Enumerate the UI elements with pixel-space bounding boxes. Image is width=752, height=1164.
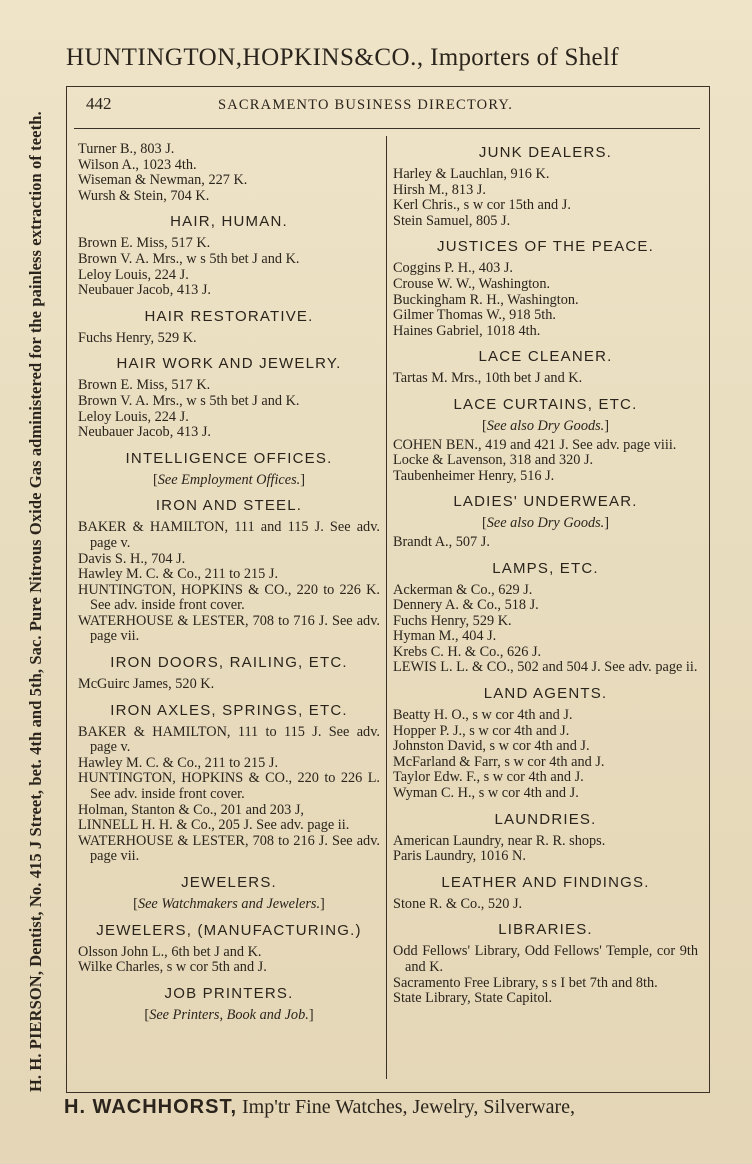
section-heading: JUSTICES OF THE PEACE. <box>437 238 654 256</box>
left-column <box>78 142 380 1026</box>
page-title: SACRAMENTO BUSINESS DIRECTORY. <box>218 97 514 113</box>
see-also-reference: [See Employment Offices.] <box>152 471 306 488</box>
see-also-reference: [See Printers, Book and Job.] <box>144 1006 314 1023</box>
section-heading: JEWELERS. <box>181 874 277 891</box>
directory-entry: McFarland & Farr, s w cor 4th and J. <box>393 753 605 770</box>
directory-entry: Stone R. & Co., 520 J. <box>393 895 523 912</box>
page-number: 442 <box>86 94 112 113</box>
directory-entry: Fuchs Henry, 529 K. <box>393 612 512 629</box>
directory-entry: Paris Laundry, 1016 N. <box>393 848 526 865</box>
directory-entry: HUNTINGTON, HOPKINS & CO., 220 to 226 K. See adv. inside front cover. <box>78 581 380 614</box>
directory-entry: Wilson A., 1023 4th. <box>78 156 197 173</box>
directory-entry: Crouse W. W., Washington. <box>393 275 551 292</box>
directory-entry: Krebs C. H. & Co., 626 J. <box>393 643 542 660</box>
top-banner-tagline: Importers of Shelf <box>430 44 619 71</box>
see-also-text: See also Dry Goods. <box>486 417 605 434</box>
directory-entry: Harley & Lauchlan, 916 K. <box>393 166 550 182</box>
directory-entry: Buckingham R. H., Washington. <box>393 291 579 308</box>
directory-entry: Taylor Edw. F., s w cor 4th and J. <box>393 769 584 786</box>
directory-entry: Johnston David, s w cor 4th and J. <box>393 738 590 755</box>
top-advertisement-banner <box>66 44 746 72</box>
directory-entry: Stein Samuel, 805 J. <box>393 212 511 229</box>
section-heading: JEWELERS, (MANUFACTURING.) <box>96 921 362 939</box>
directory-entry: Hopper P. J., s w cor 4th and J. <box>393 722 570 739</box>
directory-entry: Brown V. A. Mrs., w s 5th bet J and K. <box>78 250 300 267</box>
directory-entry: Hawley M. C. & Co., 211 to 215 J. <box>78 566 279 583</box>
directory-entry: Sacramento Free Library, s s I bet 7th and 8th. <box>393 974 658 991</box>
directory-entry: Hyman M., 404 J. <box>393 628 497 645</box>
section-heading: LEATHER AND FINDINGS. <box>441 873 650 891</box>
directory-entry: Odd Fellows' Library, Odd Fellows' Temple, cor 9th and K. <box>393 943 698 975</box>
directory-entry: Coggins P. H., 403 J. <box>393 260 513 277</box>
directory-entry: Ackerman & Co., 629 J. <box>393 581 533 598</box>
see-also-reference: [See Watchmakers and Jewelers.] <box>133 896 325 912</box>
directory-entry: WATERHOUSE & LESTER, 708 to 216 J. See adv. page vii. <box>78 832 380 865</box>
bottom-banner-name: H. WACHHORST, <box>64 1096 237 1118</box>
see-also-text: See Employment Offices. <box>157 471 301 488</box>
header-rule <box>74 128 700 129</box>
see-also-reference: [See also Dry Goods.] <box>481 417 610 434</box>
section-heading: HAIR WORK AND JEWELRY. <box>116 355 342 373</box>
directory-entry: Turner B., 803 J. <box>78 141 175 157</box>
directory-entry: Wilke Charles, s w cor 5th and J. <box>78 959 267 976</box>
section-heading: LACE CLEANER. <box>478 348 613 366</box>
bottom-banner-tagline: Imp'tr Fine Watches, Jewelry, Silverware, <box>242 1096 576 1118</box>
directory-entry: Taubenheimer Henry, 516 J. <box>393 467 555 484</box>
directory-entry: American Laundry, near R. R. shops. <box>393 832 606 849</box>
bottom-advertisement-banner <box>64 1096 748 1119</box>
section-heading: LAMPS, ETC. <box>492 559 599 577</box>
directory-entry: Locke & Lavenson, 318 and 320 J. <box>393 452 594 469</box>
directory-entry: Tartas M. Mrs., 10th bet J and K. <box>393 370 583 387</box>
directory-entry: Haines Gabriel, 1018 4th. <box>393 322 541 339</box>
directory-entry: Wursh & Stein, 704 K. <box>78 187 210 204</box>
section-heading: HAIR RESTORATIVE. <box>144 307 314 325</box>
section-heading: IRON AXLES, SPRINGS, ETC. <box>110 701 348 719</box>
directory-entry: HUNTINGTON, HOPKINS & CO., 220 to 226 L. See adv. inside front cover. <box>78 770 380 803</box>
see-also-text: See Printers, Book and Job. <box>149 1006 309 1023</box>
directory-entry: Gilmer Thomas W., 918 5th. <box>393 307 556 324</box>
directory-entry: Hirsh M., 813 J. <box>393 181 486 198</box>
directory-entry: Leloy Louis, 224 J. <box>78 266 189 283</box>
directory-entry: BAKER & HAMILTON, 111 to 115 J. See adv. page v. <box>78 723 380 756</box>
directory-entry: State Library, State Capitol. <box>393 990 553 1007</box>
section-heading: LIBRARIES. <box>498 921 593 939</box>
section-heading: INTELLIGENCE OFFICES. <box>125 449 333 467</box>
section-heading: IRON AND STEEL. <box>155 497 303 515</box>
see-also-text: See Watchmakers and Jewelers. <box>137 896 321 912</box>
directory-entry: LINNELL H. H. & Co., 205 J. See adv. page ii. <box>78 817 350 834</box>
directory-entry: Davis S. H., 704 J. <box>78 550 186 567</box>
section-heading: HAIR, HUMAN. <box>170 213 288 231</box>
directory-entry: Brandt A., 507 J. <box>393 533 490 550</box>
section-heading: JOB PRINTERS. <box>164 984 294 1002</box>
column-divider <box>386 136 387 1079</box>
directory-entry: Hawley M. C. & Co., 211 to 215 J. <box>78 754 279 771</box>
see-also-text: See also Dry Goods. <box>486 515 605 532</box>
page-header <box>86 94 698 118</box>
directory-entry: Holman, Stanton & Co., 201 and 203 J, <box>78 801 304 818</box>
section-heading: LAND AGENTS. <box>483 685 608 703</box>
directory-entry: Dennery A. & Co., 518 J. <box>393 597 539 614</box>
side-advertisement-banner: H. H. PIERSON, Dentist, No. 415 J Street, bet. 4th and 5th, Sac. Pure Nitrous Oxide Gas administered for the painless extraction of teeth. <box>26 111 45 1092</box>
section-heading: LADIES' UNDERWEAR. <box>453 493 638 511</box>
directory-entry: Brown E. Miss, 517 K. <box>78 235 211 252</box>
directory-entry: Leloy Louis, 224 J. <box>78 408 189 425</box>
directory-entry: Brown E. Miss, 517 K. <box>78 377 211 394</box>
directory-entry: Kerl Chris., s w cor 15th and J. <box>393 197 571 214</box>
directory-entry: LEWIS L. L. & CO., 502 and 504 J. See adv. page ii. <box>393 659 698 676</box>
section-heading: LAUNDRIES. <box>494 810 597 828</box>
directory-entry: Wyman C. H., s w cor 4th and J. <box>393 785 579 802</box>
directory-entry: Fuchs Henry, 529 K. <box>78 329 197 346</box>
directory-entry: WATERHOUSE & LESTER, 708 to 716 J. See adv. page vii. <box>78 612 380 645</box>
directory-entry: McGuirc James, 520 K. <box>78 676 215 693</box>
directory-entry: Brown V. A. Mrs., w s 5th bet J and K. <box>78 392 300 409</box>
section-heading: JUNK DEALERS. <box>478 144 613 161</box>
directory-entry: Neubauer Jacob, 413 J. <box>78 424 212 441</box>
top-banner-firm: HUNTINGTON,HOPKINS&CO., <box>66 44 424 71</box>
right-column <box>393 142 698 1007</box>
directory-entry: Olsson John L., 6th bet J and K. <box>78 943 262 960</box>
section-heading: LACE CURTAINS, ETC. <box>453 395 638 413</box>
directory-entry: Wiseman & Newman, 227 K. <box>78 172 248 189</box>
see-also-reference: [See also Dry Goods.] <box>481 515 610 532</box>
directory-entry: COHEN BEN., 419 and 421 J. See adv. page viii. <box>393 436 677 453</box>
directory-entry: Beatty H. O., s w cor 4th and J. <box>393 707 573 724</box>
section-heading: IRON DOORS, RAILING, ETC. <box>110 654 348 672</box>
directory-entry: Neubauer Jacob, 413 J. <box>78 282 212 299</box>
directory-entry: BAKER & HAMILTON, 111 and 115 J. See adv. page v. <box>78 519 380 551</box>
